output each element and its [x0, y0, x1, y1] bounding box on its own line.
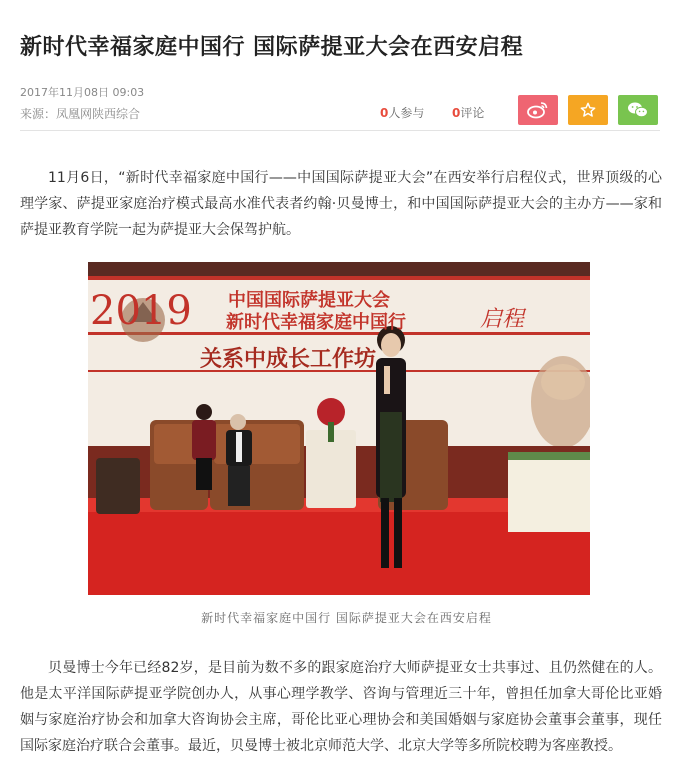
banner-script-text: 启程 — [480, 307, 525, 332]
header-divider — [20, 130, 660, 131]
article-title: 新时代幸福家庭中国行 国际萨提亚大会在西安启程 — [20, 35, 524, 60]
participants-count[interactable] — [380, 104, 424, 121]
comments-count[interactable] — [452, 104, 484, 121]
event-photo — [88, 262, 590, 595]
body-paragraph-1: 11月6日，“新时代幸福家庭中国行——中国国际萨提亚大会”在西安举行启程仪式，世界顶级的心理学家、萨提亚家庭治疗模式最高水准代表者约翰·贝曼博士，和中国国际萨提亚大会的主办方——家和萨提亚教育学院一起为萨提亚大会保驾护航。 — [20, 170, 662, 238]
comments-number: 0 — [452, 106, 461, 120]
photo-caption: 新时代幸福家庭中国行 国际萨提亚大会在西安启程 — [201, 611, 492, 625]
share-weibo-button[interactable] — [518, 95, 558, 125]
article-source[interactable]: 来源：凤凰网陕西综合 — [20, 107, 141, 121]
share-wechat-button[interactable] — [618, 95, 658, 125]
weibo-icon — [527, 101, 549, 119]
comments-label: 评论 — [460, 106, 485, 120]
banner-line3-text: 关系中成长工作坊 — [200, 346, 377, 372]
publish-time: 2017年11月08日 09:03 — [20, 86, 145, 99]
banner-line1-text: 中国国际萨提亚大会 — [228, 290, 390, 311]
body-paragraph-2: 贝曼博士今年已经82岁，是目前为数不多的跟家庭治疗大师萨提亚女士共事过、且仍然健在的人。他是太平洋国际萨提亚学院创办人，从事心理学教学、咨询与管理近三十年，曾担任加拿大哥伦比亚婚姻与家庭治疗协会和加拿大咨询协会主席，哥伦比亚心理协会和美国婚姻与家庭协会董事会董事，现任国际家庭治疗联合会董事。最近，贝曼博士被北京师范大学、北京大学等多所院校聘为客座教授。 — [20, 660, 662, 754]
participants-label: 人参与 — [388, 106, 425, 120]
favorite-button[interactable] — [568, 95, 608, 125]
wechat-icon — [627, 101, 649, 119]
banner-line2-text: 新时代幸福家庭中国行 — [226, 312, 406, 333]
banner-year-text: 2019 — [90, 288, 192, 334]
event-photo-illustration — [88, 262, 590, 595]
star-icon — [580, 102, 596, 118]
participants-number: 0 — [380, 106, 389, 120]
